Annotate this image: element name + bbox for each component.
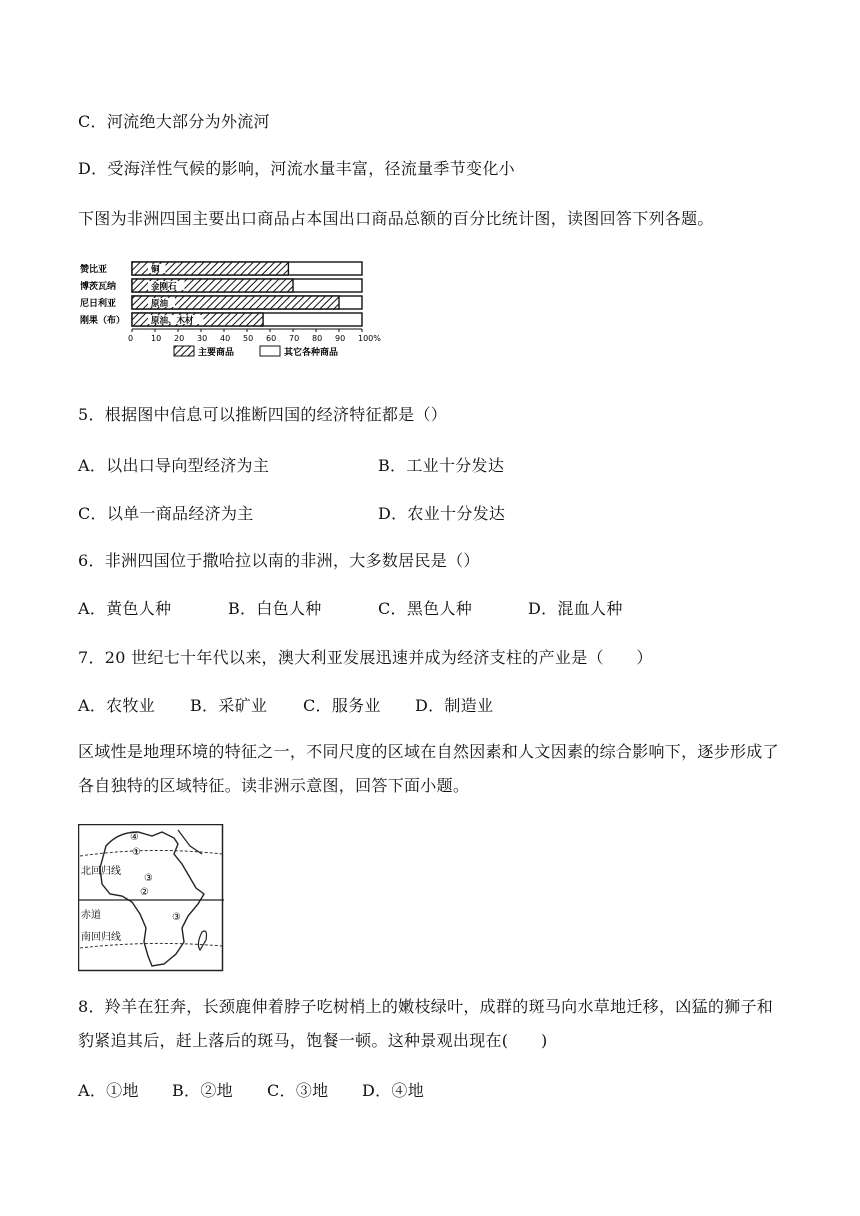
- country-label: 博茨瓦纳: [80, 282, 117, 292]
- chart-intro-text: 下图为非洲四国主要出口商品占本国出口商品总额的百分比统计图，读图回答下列各题。: [78, 209, 714, 228]
- q7-option-b[interactable]: B．采矿业: [190, 696, 268, 715]
- q6-option-b[interactable]: B．白色人种: [228, 599, 322, 618]
- q6-option-c[interactable]: C．黑色人种: [378, 599, 473, 618]
- x-tick-label: 70: [289, 334, 300, 343]
- q5-option-a[interactable]: A．以出口导向型经济为主: [78, 456, 270, 475]
- x-tick-label: 20: [174, 334, 185, 343]
- x-tick-label: 30: [197, 334, 208, 343]
- x-tick-label: 80: [312, 334, 323, 343]
- legend-main-label: 主要商品: [198, 348, 235, 358]
- x-tick-label: 100%: [358, 334, 381, 343]
- option-c-previous: C．河流绝大部分为外流河: [78, 112, 270, 131]
- commodity-label: 原油: [151, 299, 169, 309]
- export-share-chart: [76, 255, 396, 377]
- legend-other-swatch: [260, 346, 280, 356]
- map-intro-text: 区域性是地理环境的特征之一，不同尺度的区域在自然因素和人文因素的综合影响下，逐步形成了各自独特的区域特征。读非洲示意图，回答下面小题。: [78, 742, 779, 795]
- tropic-north-label: 北回归线: [81, 866, 121, 877]
- q8-option-a[interactable]: A．①地: [78, 1081, 139, 1100]
- x-tick-label: 10: [151, 334, 162, 343]
- country-label: 赞比亚: [80, 265, 108, 275]
- country-label: 尼日利亚: [80, 299, 117, 309]
- marker-1: ①: [132, 847, 141, 858]
- legend-other-label: 其它各种商品: [284, 348, 339, 358]
- q5-option-d[interactable]: D．农业十分发达: [378, 504, 506, 523]
- tropic-south-label: 南回归线: [81, 932, 121, 943]
- q7-option-c[interactable]: C．服务业: [303, 696, 381, 715]
- africa-map: [78, 824, 224, 972]
- marker-3-south: ③: [172, 912, 181, 923]
- x-tick-label: 50: [243, 334, 254, 343]
- q6-option-d[interactable]: D．混血人种: [528, 599, 623, 618]
- question-5-stem: 5．根据图中信息可以推断四国的经济特征都是（）: [78, 405, 448, 424]
- q7-option-a[interactable]: A．农牧业: [78, 696, 156, 715]
- commodity-label: 铜: [151, 265, 160, 275]
- q5-option-b[interactable]: B．工业十分发达: [378, 456, 505, 475]
- commodity-label: 金刚石: [151, 282, 177, 292]
- q7-option-d[interactable]: D．制造业: [415, 696, 494, 715]
- x-tick-label: 40: [220, 334, 231, 343]
- q8-option-b[interactable]: B．②地: [172, 1081, 233, 1100]
- q5-option-c[interactable]: C．以单一商品经济为主: [78, 504, 254, 523]
- marker-4: ④: [130, 832, 139, 843]
- country-label: 刚果（布）: [80, 316, 126, 326]
- q6-option-a[interactable]: A．黄色人种: [78, 599, 172, 618]
- question-6-stem: 6．非洲四国位于撒哈拉以南的非洲，大多数居民是（）: [78, 551, 480, 570]
- question-8-stem: 8．羚羊在狂奔，长颈鹿伸着脖子吃树梢上的嫩枝绿叶，成群的斑马向水草地迁移，凶猛的狮子和豹紧追其后，赶上落后的斑马，饱餐一顿。这种景观出现在( ): [78, 997, 774, 1050]
- legend-main-swatch: [174, 346, 194, 356]
- x-tick-label: 60: [266, 334, 277, 343]
- option-d-previous: D．受海洋性气候的影响，河流水量丰富，径流量季节变化小: [78, 159, 515, 178]
- marker-2: ②: [140, 887, 149, 898]
- commodity-label: 原油、木材: [151, 316, 194, 326]
- q8-option-c[interactable]: C．③地: [267, 1081, 329, 1100]
- question-7-stem: 7．20 世纪七十年代以来，澳大利亚发展迅速并成为经济支柱的产业是（ ）: [78, 648, 653, 667]
- x-tick-label: 90: [335, 334, 346, 343]
- q8-option-d[interactable]: D．④地: [362, 1081, 425, 1100]
- marker-3-north: ③: [144, 873, 153, 884]
- equator-label: 赤道: [81, 910, 101, 921]
- x-tick-label: 0: [128, 334, 134, 343]
